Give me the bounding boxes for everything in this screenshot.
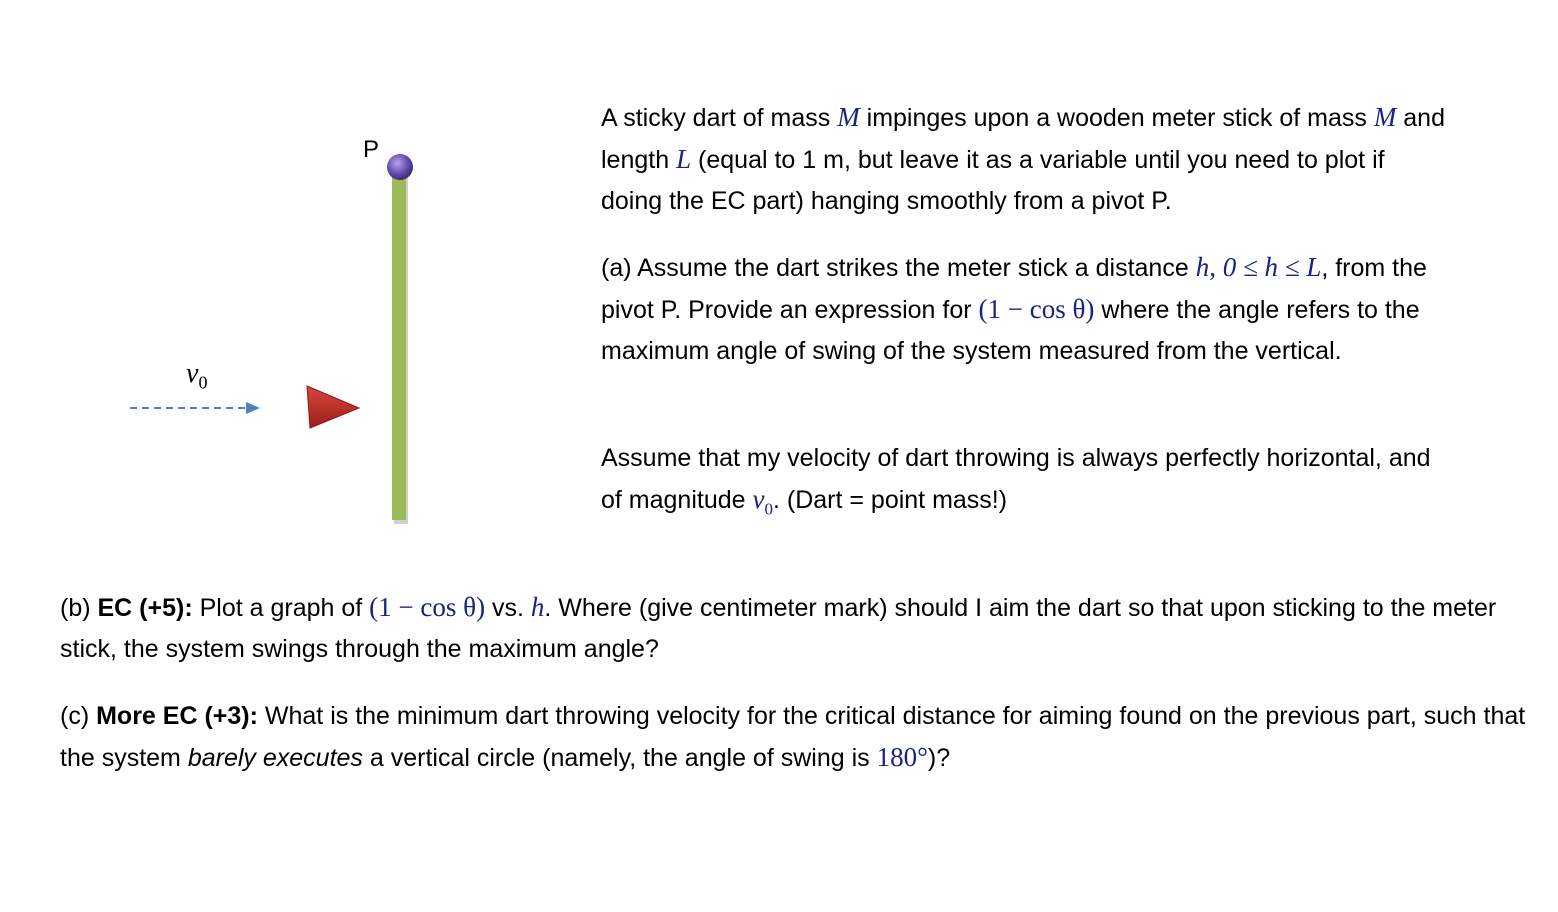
part-c-math-angle: 180° bbox=[876, 742, 928, 772]
meter-stick bbox=[392, 170, 406, 520]
intro-math-M1: M bbox=[837, 102, 860, 132]
part-a-text-2: , from the pivot P. Provide an expression for bbox=[601, 254, 1427, 324]
part-c-bold: More EC (+3): bbox=[96, 702, 258, 730]
intro-text-3: and length bbox=[601, 104, 1445, 174]
part-c-text-2: a vertical circle (namely, the angle of swing is bbox=[362, 744, 877, 772]
part-b-text-3: . Where (give centimeter mark) should I aim the dart so that upon sticking to the meter stick, the system swings through the maximum angle? bbox=[60, 594, 1497, 663]
intro-text-4: (equal to 1 m, but leave it as a variable until you need to plot if doing the EC part) hanging smoothly from a pivot P. bbox=[601, 146, 1385, 215]
intro-math-L: L bbox=[676, 144, 692, 174]
part-b-text-1: Plot a graph of bbox=[192, 594, 370, 622]
pivot-ball bbox=[387, 154, 413, 180]
assumption-v: v bbox=[752, 484, 765, 514]
part-b-text-2: vs. bbox=[485, 594, 531, 622]
part-c-text-3: )? bbox=[927, 744, 951, 772]
velocity-subscript: 0 bbox=[198, 372, 208, 393]
part-c-label: (c) bbox=[60, 702, 97, 730]
part-c-text-1: What is the minimum dart throwing velocity for the critical distance for aiming found on the previous part, such that the system bbox=[60, 702, 1526, 772]
assumption-math-v0 bbox=[752, 484, 773, 519]
part-b-label: (b) bbox=[60, 594, 98, 622]
part-c-paragraph bbox=[60, 696, 1530, 779]
assumption-paragraph bbox=[601, 438, 1451, 529]
part-b-math-h: h bbox=[530, 592, 545, 622]
part-a-text-1: (a) Assume the dart strikes the meter stick a distance bbox=[601, 254, 1196, 282]
part-b-paragraph bbox=[60, 587, 1530, 670]
assumption-text-1: Assume that my velocity of dart throwing is always perfectly horizontal, and of magnitude bbox=[601, 444, 1431, 514]
intro-text-2: impinges upon a wooden meter stick of mass bbox=[859, 104, 1374, 132]
assumption-v-sub: 0 bbox=[764, 499, 773, 519]
part-a-paragraph bbox=[601, 247, 1451, 372]
intro-paragraph bbox=[601, 97, 1451, 222]
part-a-math-cos: (1 − cos θ) bbox=[978, 294, 1095, 324]
diagram-svg bbox=[0, 0, 560, 560]
velocity-symbol: v bbox=[186, 358, 199, 389]
velocity-label bbox=[186, 358, 207, 394]
pivot-label: P bbox=[363, 136, 380, 163]
dart-triangle bbox=[307, 386, 359, 428]
pendulum-diagram bbox=[0, 0, 560, 560]
part-c-italic: barely executes bbox=[187, 744, 363, 772]
part-a-text-3: where the angle refers to the maximum angle of swing of the system measured from the vertical. bbox=[601, 296, 1420, 365]
intro-math-M2: M bbox=[1373, 102, 1397, 132]
part-b-bold: EC (+5): bbox=[97, 594, 193, 622]
part-a-math-range: h, 0 ≤ h ≤ L bbox=[1195, 252, 1322, 282]
intro-text-1: A sticky dart of mass bbox=[601, 104, 838, 132]
part-b-math-cos: (1 − cos θ) bbox=[369, 592, 486, 622]
assumption-text-2: . (Dart = point mass!) bbox=[772, 486, 1008, 514]
